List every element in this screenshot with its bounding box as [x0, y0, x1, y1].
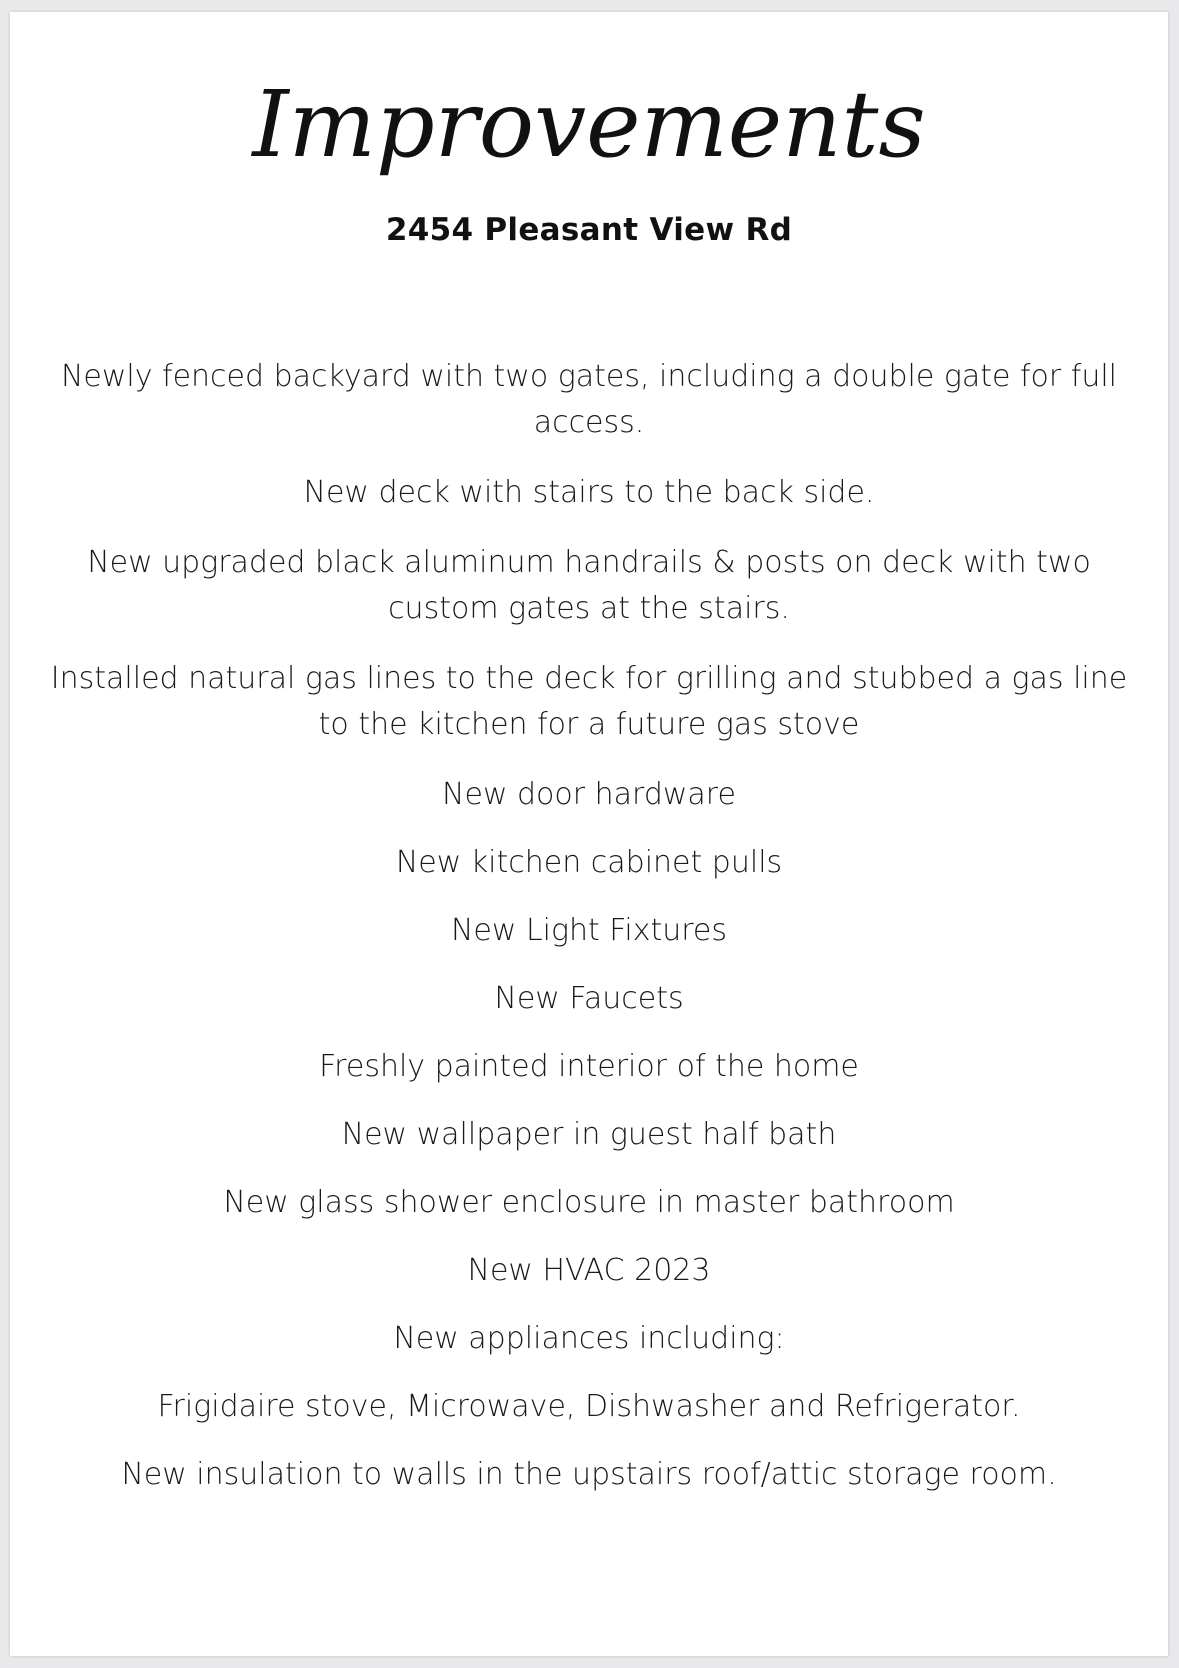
list-item: New appliances including:: [393, 1321, 785, 1356]
list-item: New kitchen cabinet pulls: [395, 845, 783, 880]
document-page: [10, 12, 1168, 1656]
list-item: New insulation to walls in the upstairs roof/attic storage room.: [121, 1457, 1057, 1492]
list-item: New upgraded black aluminum handrails & posts on deck with two custom gates at the stairs.: [87, 545, 1091, 626]
page-title: Improvements: [252, 71, 926, 178]
list-item: Installed natural gas lines to the deck for grilling and stubbed a gas line to the kitchen for a future gas stove: [50, 661, 1128, 742]
list-item: New HVAC 2023: [467, 1253, 711, 1288]
improvements-list: [50, 354, 1128, 1520]
list-item: New Light Fixtures: [450, 913, 728, 948]
list-item: Freshly painted interior of the home: [319, 1049, 859, 1084]
list-item: New Faucets: [494, 981, 684, 1016]
list-item: Newly fenced backyard with two gates, including a double gate for full access.: [60, 359, 1118, 440]
title-block: [10, 64, 1168, 194]
property-address: 2454 Pleasant View Rd: [385, 212, 793, 248]
page-title-script: [252, 64, 926, 194]
list-item: New deck with stairs to the back side.: [303, 475, 875, 510]
list-item: Frigidaire stove, Microwave, Dishwasher and Refrigerator.: [157, 1389, 1021, 1424]
list-item: New wallpaper in guest half bath: [341, 1117, 837, 1152]
list-item: New glass shower enclosure in master bathroom: [223, 1185, 955, 1220]
list-item: New door hardware: [442, 777, 736, 812]
